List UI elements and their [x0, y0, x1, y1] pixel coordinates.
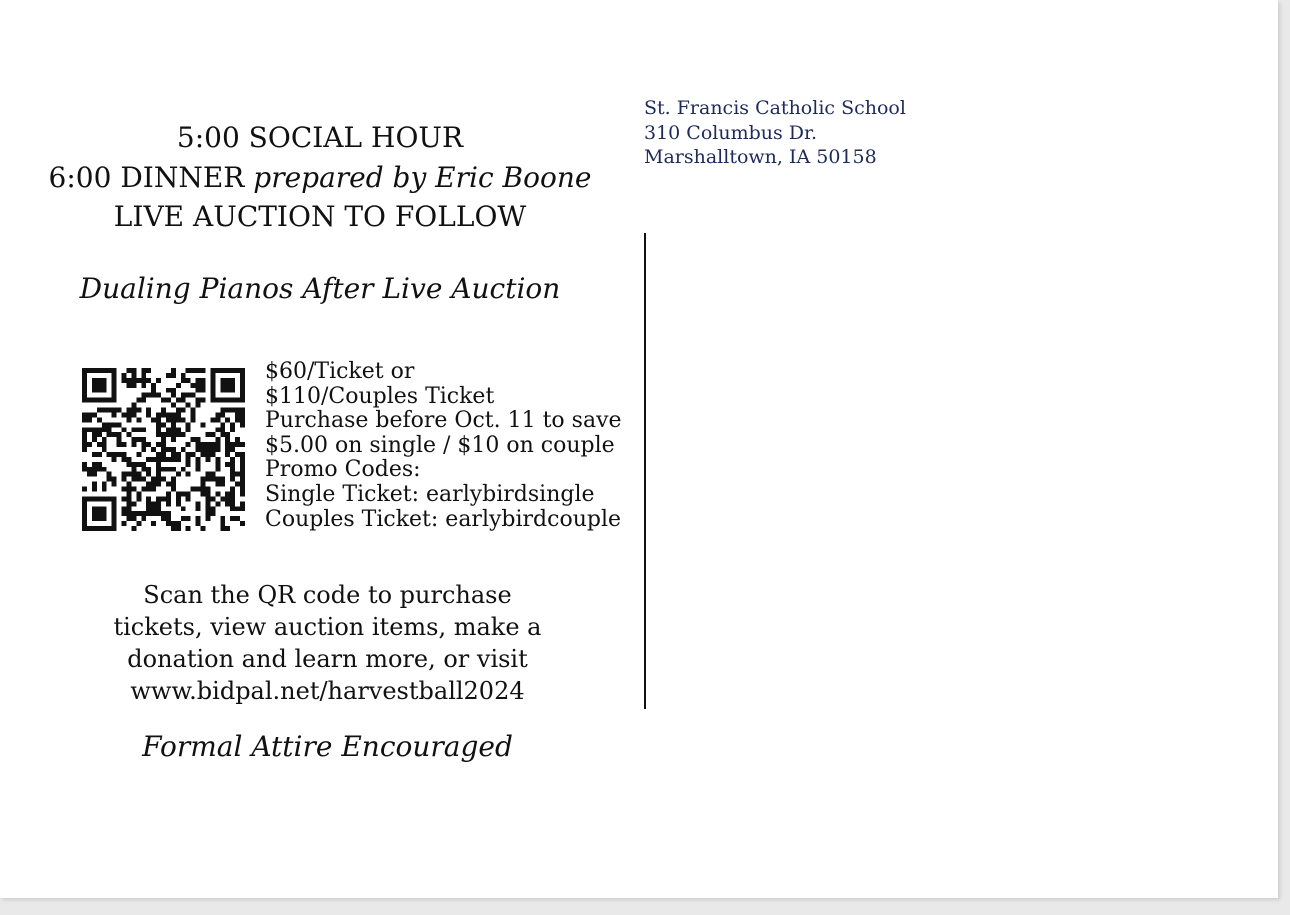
scan-line: donation and learn more, or visit [127, 645, 528, 673]
auction-line: LIVE AUCTION TO FOLLOW [113, 200, 527, 233]
address-street: 310 Columbus Dr. [644, 121, 818, 144]
scan-line: tickets, view auction items, make a [113, 613, 542, 641]
event-schedule [40, 118, 600, 237]
scan-instructions [40, 579, 615, 707]
dinner-chef: prepared by Eric Boone [253, 160, 592, 194]
address-name: St. Francis Catholic School [644, 97, 906, 119]
qr-code[interactable] [82, 368, 245, 531]
return-address [644, 96, 906, 170]
dinner-time: 6:00 DINNER [48, 160, 245, 194]
attire-note: Formal Attire Encouraged [142, 730, 513, 763]
pricing-line: $110/Couples Ticket [265, 383, 495, 409]
pricing-line: Couples Ticket: earlybirdcouple [265, 506, 622, 532]
pricing-line: $5.00 on single / $10 on couple [265, 432, 615, 458]
pricing-line: $60/Ticket or [265, 359, 415, 384]
pricing-line: Single Ticket: earlybirdsingle [265, 481, 595, 507]
address-city: Marshalltown, IA 50158 [644, 146, 877, 168]
postcard-divider [644, 233, 646, 709]
pricing-line: Purchase before Oct. 11 to save [265, 408, 622, 434]
scan-line: Scan the QR code to purchase [143, 581, 512, 609]
ticket-pricing [265, 360, 622, 532]
entertainment-note: Dualing Pianos After Live Auction [79, 272, 561, 305]
pricing-line: Promo Codes: [265, 457, 421, 483]
dinner-line [40, 158, 600, 198]
social-hour-line: 5:00 SOCIAL HOUR [176, 121, 464, 154]
website-link[interactable]: www.bidpal.net/harvestball2024 [130, 677, 525, 705]
